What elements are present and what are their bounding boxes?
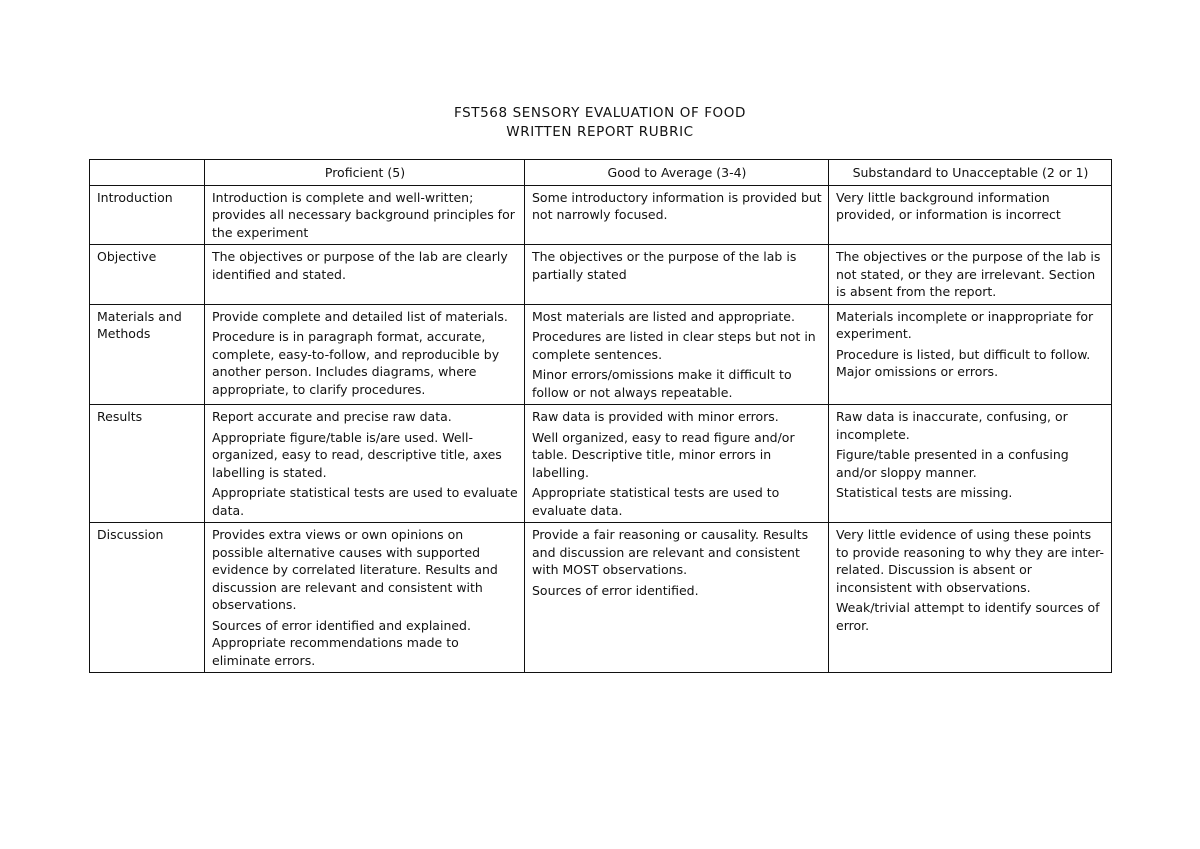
good-to-average-cell — [525, 523, 829, 673]
cell-text: Weak/trivial attempt to identify sources of error. — [836, 600, 1100, 633]
substandard-cell — [829, 304, 1112, 405]
rubric-table — [89, 159, 1112, 673]
rubric-header — [90, 160, 1112, 186]
good-to-average-cell — [525, 405, 829, 523]
cell-text: Introduction is complete and well-written; provides all necessary background principles for the experiment — [212, 189, 515, 240]
cell-text: Raw data is provided with minor errors. — [532, 409, 779, 424]
cell-text: Figure/table presented in a confusing and/or sloppy manner. — [836, 447, 1069, 480]
good-to-average-cell — [525, 185, 829, 245]
table-row — [90, 523, 1112, 673]
cell-text: The objectives or the purpose of the lab is not stated, or they are irrelevant. Section is absent from the report. — [836, 249, 1101, 299]
good-to-average-cell — [525, 245, 829, 305]
cell-text: Appropriate figure/table is/are used. Well-organized, easy to read, descriptive title, axes labelling is stated. — [212, 429, 502, 480]
proficient-cell — [205, 304, 525, 405]
header-cell-good-to-average: Good to Average (3-4) — [525, 160, 829, 186]
header-cell-criterion — [90, 160, 205, 186]
cell-text: The objectives or the purpose of the lab is partially stated — [532, 249, 797, 282]
cell-text: Some introductory information is provided but not narrowly focused. — [532, 189, 822, 222]
cell-text: Most materials are listed and appropriate. — [532, 308, 795, 324]
cell-text: Report accurate and precise raw data. — [212, 409, 452, 424]
table-row — [90, 245, 1112, 305]
rubric-body — [90, 185, 1112, 673]
proficient-cell — [205, 523, 525, 673]
cell-text: Materials incomplete or inappropriate for experiment. — [836, 308, 1094, 341]
proficient-cell — [205, 185, 525, 245]
cell-text: Sources of error identified and explained. Appropriate recommendations made to eliminate errors. — [212, 617, 471, 668]
cell-text: Raw data is inaccurate, confusing, or incomplete. — [836, 409, 1068, 442]
cell-text: Procedure is listed, but difficult to follow. Major omissions or errors. — [836, 346, 1091, 379]
page-subtitle: WRITTEN REPORT RUBRIC — [506, 124, 694, 140]
cell-text: The objectives or purpose of the lab are clearly identified and stated. — [212, 249, 508, 282]
cell-text: Appropriate statistical tests are used to evaluate data. — [532, 485, 780, 518]
cell-text: Statistical tests are missing. — [836, 485, 1013, 500]
substandard-cell — [829, 185, 1112, 245]
table-row — [90, 405, 1112, 523]
header-cell-proficient: Proficient (5) — [205, 160, 525, 186]
cell-text: Procedure is in paragraph format, accurate, complete, easy-to-follow, and reproducible by another person. Includes diagrams, where appropriate, to clarify procedures. — [212, 329, 500, 397]
cell-text: Well organized, easy to read figure and/or table. Descriptive title, minor errors in labelling. — [532, 429, 795, 480]
table-row — [90, 304, 1112, 405]
substandard-cell — [829, 405, 1112, 523]
cell-text: Very little evidence of using these points to provide reasoning to why they are inter-related. Discussion is absent or inconsistent with observations. — [836, 527, 1104, 595]
proficient-cell — [205, 245, 525, 305]
cell-text: Provides extra views or own opinions on possible alternative causes with supported evidence by correlated literature. Results and discussion are relevant and consistent with observations. — [212, 527, 498, 612]
criterion-label: Introduction — [90, 185, 205, 245]
good-to-average-cell — [525, 304, 829, 405]
header-row — [90, 160, 1112, 186]
cell-text: Sources of error identified. — [532, 582, 699, 598]
table-row — [90, 185, 1112, 245]
header-cell-substandard: Substandard to Unacceptable (2 or 1) — [829, 160, 1112, 186]
criterion-label: Materials and Methods — [90, 304, 205, 405]
criterion-label: Discussion — [90, 523, 205, 673]
substandard-cell — [829, 523, 1112, 673]
criterion-label: Objective — [90, 245, 205, 305]
cell-text: Provide a fair reasoning or causality. Results and discussion are relevant and consistent with MOST observations. — [532, 527, 809, 577]
page-title: FST568 SENSORY EVALUATION OF FOOD — [453, 105, 747, 121]
cell-text: Appropriate statistical tests are used to evaluate data. — [212, 485, 518, 518]
cell-text: Very little background information provided, or information is incorrect — [836, 189, 1061, 222]
cell-text: Provide complete and detailed list of materials. — [212, 308, 508, 324]
substandard-cell — [829, 245, 1112, 305]
proficient-cell — [205, 405, 525, 523]
criterion-label: Results — [90, 405, 205, 523]
cell-text: Minor errors/omissions make it difficult to follow or not always repeatable. — [532, 367, 792, 400]
cell-text: Procedures are listed in clear steps but not in complete sentences. — [532, 329, 816, 362]
